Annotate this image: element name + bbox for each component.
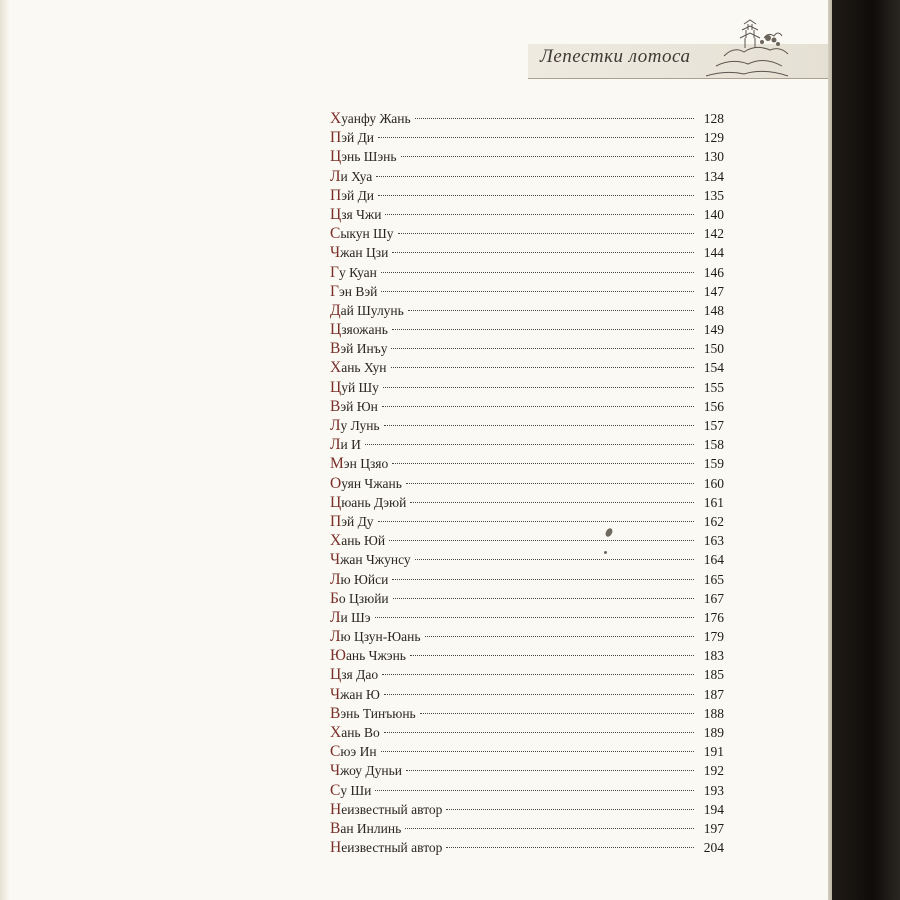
toc-entry — [330, 454, 724, 473]
toc-entry-author: Чжан Ю — [330, 685, 380, 703]
toc-leader-dots — [365, 444, 694, 445]
toc-entry-author: Сюэ Ин — [330, 743, 377, 761]
toc-entry-page-number: 140 — [703, 206, 724, 222]
toc-entry — [330, 147, 724, 166]
toc-leader-dots — [384, 732, 694, 733]
toc-entry-author: Хань Юй — [330, 532, 386, 550]
toc-entry — [330, 685, 724, 704]
toc-entry — [330, 205, 724, 224]
toc-leader-dots — [375, 617, 694, 618]
toc-entry-page-number: 194 — [703, 801, 724, 817]
toc-entry-author: Бо Цзюйи — [330, 589, 389, 607]
toc-entry — [330, 474, 724, 493]
toc-entry-page-number: 167 — [703, 590, 724, 606]
toc-entry-author: Мэн Цзяо — [330, 455, 389, 473]
toc-leader-dots — [375, 790, 694, 791]
toc-leader-dots — [384, 694, 694, 695]
toc-entry-author: Неизвестный автор — [330, 839, 443, 857]
toc-leader-dots — [446, 847, 694, 848]
toc-leader-dots — [415, 118, 694, 119]
toc-leader-dots — [446, 809, 694, 810]
toc-leader-dots — [392, 463, 694, 464]
pagoda-landscape-icon — [704, 16, 790, 80]
toc-entry-author: Цзя Чжи — [330, 205, 382, 223]
toc-entry — [330, 819, 724, 838]
toc-entry-page-number: 157 — [703, 418, 724, 433]
toc-leader-dots — [378, 137, 694, 138]
toc-entry-author: Чжан Цзи — [330, 244, 389, 262]
toc-entry-page-number: 156 — [703, 398, 724, 414]
toc-leader-dots — [392, 329, 694, 330]
toc-entry — [330, 186, 724, 205]
toc-entry — [330, 109, 724, 128]
toc-entry-page-number: 130 — [703, 149, 724, 165]
toc-entry — [330, 589, 724, 608]
toc-entry-author: Ли Шэ — [330, 608, 371, 626]
toc-entry — [330, 301, 724, 320]
toc-entry-author: Дай Шулунь — [330, 301, 404, 319]
toc-entry-page-number: 154 — [703, 360, 724, 376]
toc-entry — [330, 358, 724, 377]
toc-entry — [330, 570, 724, 589]
toc-leader-dots — [392, 252, 694, 253]
toc-entry — [330, 339, 724, 358]
toc-leader-dots — [398, 233, 695, 234]
toc-leader-dots — [425, 636, 695, 637]
toc-leader-dots — [389, 540, 694, 541]
toc-entry — [330, 243, 724, 262]
toc-entry-author: Цуй Шу — [330, 378, 379, 396]
toc-leader-dots — [392, 579, 694, 580]
toc-entry-page-number: 204 — [703, 840, 724, 856]
toc-entry-author: Су Ши — [330, 781, 372, 799]
toc-leader-dots — [391, 367, 695, 368]
toc-entry — [330, 608, 724, 627]
toc-entry-author: Цзяожань — [330, 321, 388, 339]
toc-entry-author: Ли И — [330, 436, 361, 454]
toc-entry-page-number: 159 — [703, 456, 724, 472]
toc-leader-dots — [383, 387, 694, 388]
toc-entry-author: Гу Куан — [330, 263, 377, 281]
toc-entry-page-number: 158 — [703, 437, 724, 453]
toc-entry — [330, 397, 724, 416]
toc-entry-page-number: 160 — [703, 475, 724, 491]
toc-leader-dots — [405, 828, 694, 829]
toc-entry-author: Цэнь Шэнь — [330, 148, 397, 166]
toc-entry — [330, 665, 724, 684]
toc-entry-author: Лу Лунь — [330, 417, 380, 434]
toc-entry-author: Неизвестный автор — [330, 800, 443, 818]
toc-leader-dots — [378, 195, 694, 196]
toc-entry — [330, 781, 724, 800]
toc-entry-page-number: 144 — [703, 245, 724, 261]
toc-entry-page-number: 165 — [703, 571, 724, 587]
toc-entry — [330, 800, 724, 819]
toc-entry-author: Пэй Ду — [330, 512, 374, 530]
ink-speck — [604, 551, 607, 554]
toc-entry-page-number: 161 — [703, 494, 724, 510]
toc-leader-dots — [415, 559, 694, 560]
toc-entry-author: Вэй Инъу — [330, 340, 388, 358]
toc-entry-author: Хань Во — [330, 724, 380, 741]
toc-leader-dots — [410, 502, 694, 503]
toc-entry-page-number: 129 — [703, 130, 724, 146]
toc-entry-page-number: 176 — [703, 609, 724, 625]
toc-entry — [330, 493, 724, 512]
toc-entry-author: Цзя Дао — [330, 666, 379, 684]
toc-entry-author: Цюань Дэюй — [330, 493, 407, 511]
toc-entry-page-number: 183 — [703, 648, 724, 664]
toc-entry-author: Пэй Ди — [330, 186, 375, 204]
toc-entry-page-number: 164 — [703, 552, 724, 568]
table-of-contents — [330, 109, 724, 857]
toc-entry-page-number: 148 — [703, 302, 724, 318]
toc-entry-author: Чжоу Дуньи — [330, 762, 402, 780]
toc-entry-page-number: 149 — [703, 322, 724, 338]
toc-entry — [330, 646, 724, 665]
toc-entry — [330, 838, 724, 857]
toc-leader-dots — [420, 713, 694, 714]
toc-entry-author: Хуанфу Жань — [330, 110, 411, 127]
toc-leader-dots — [408, 310, 694, 311]
toc-leader-dots — [393, 598, 694, 599]
toc-entry-page-number: 185 — [703, 667, 724, 683]
toc-entry-page-number: 187 — [703, 686, 724, 702]
toc-entry — [330, 416, 724, 435]
toc-entry-page-number: 128 — [703, 111, 724, 126]
toc-entry — [330, 128, 724, 147]
running-header-title: Лепестки лотоса — [540, 46, 691, 67]
toc-entry — [330, 167, 724, 186]
toc-leader-dots — [378, 521, 694, 522]
toc-entry-page-number: 162 — [703, 513, 724, 529]
toc-leader-dots — [376, 176, 694, 177]
toc-entry-author: Лю Цзун-Юань — [330, 628, 421, 646]
toc-entry-page-number: 193 — [703, 782, 724, 798]
toc-entry-page-number: 192 — [703, 763, 724, 779]
toc-entry-page-number: 134 — [703, 168, 724, 184]
toc-entry-author: Вэнь Тинъюнь — [330, 704, 416, 722]
toc-entry — [330, 531, 724, 550]
toc-entry-page-number: 189 — [703, 725, 724, 740]
toc-entry — [330, 550, 724, 569]
toc-entry — [330, 512, 724, 531]
toc-entry-page-number: 179 — [703, 629, 724, 645]
toc-leader-dots — [406, 483, 694, 484]
book-edge-shadow — [832, 0, 900, 900]
toc-entry — [330, 723, 724, 742]
toc-entry-author: Гэн Вэй — [330, 282, 378, 300]
toc-entry-page-number: 155 — [703, 379, 724, 395]
toc-entry-author: Чжан Чжунсу — [330, 551, 411, 569]
toc-entry-author: Лю Юйси — [330, 570, 389, 588]
toc-entry-page-number: 147 — [703, 283, 724, 299]
toc-entry-page-number: 191 — [703, 744, 724, 760]
toc-entry-page-number: 146 — [703, 264, 724, 280]
toc-entry — [330, 224, 724, 243]
toc-entry — [330, 378, 724, 397]
toc-entry-author: Ли Хуа — [330, 167, 373, 185]
toc-entry — [330, 435, 724, 454]
toc-entry-author: Вэй Юн — [330, 397, 378, 415]
toc-leader-dots — [384, 425, 694, 426]
toc-leader-dots — [406, 770, 694, 771]
toc-leader-dots — [385, 214, 694, 215]
toc-leader-dots — [381, 291, 694, 292]
toc-entry — [330, 263, 724, 282]
toc-entry — [330, 627, 724, 646]
toc-entry-page-number: 163 — [703, 533, 724, 549]
toc-entry-page-number: 197 — [703, 820, 724, 836]
toc-leader-dots — [401, 156, 694, 157]
toc-entry-page-number: 150 — [703, 341, 724, 357]
toc-entry — [330, 320, 724, 339]
toc-entry-page-number: 135 — [703, 187, 724, 203]
toc-leader-dots — [382, 406, 694, 407]
toc-leader-dots — [381, 751, 694, 752]
toc-leader-dots — [381, 272, 694, 273]
toc-entry-page-number: 188 — [703, 705, 724, 721]
toc-entry — [330, 282, 724, 301]
toc-entry — [330, 704, 724, 723]
toc-leader-dots — [382, 674, 694, 675]
toc-entry-author: Оуян Чжань — [330, 474, 402, 492]
toc-entry-author: Пэй Ди — [330, 129, 375, 147]
toc-entry-page-number: 142 — [703, 226, 724, 242]
toc-entry — [330, 742, 724, 761]
toc-leader-dots — [391, 348, 694, 349]
toc-entry-author: Сыкун Шу — [330, 225, 394, 243]
toc-entry — [330, 761, 724, 780]
toc-leader-dots — [410, 655, 694, 656]
toc-entry-author: Хань Хун — [330, 359, 387, 377]
toc-entry-author: Ван Инлинь — [330, 819, 402, 837]
toc-entry-author: Юань Чжэнь — [330, 647, 406, 665]
